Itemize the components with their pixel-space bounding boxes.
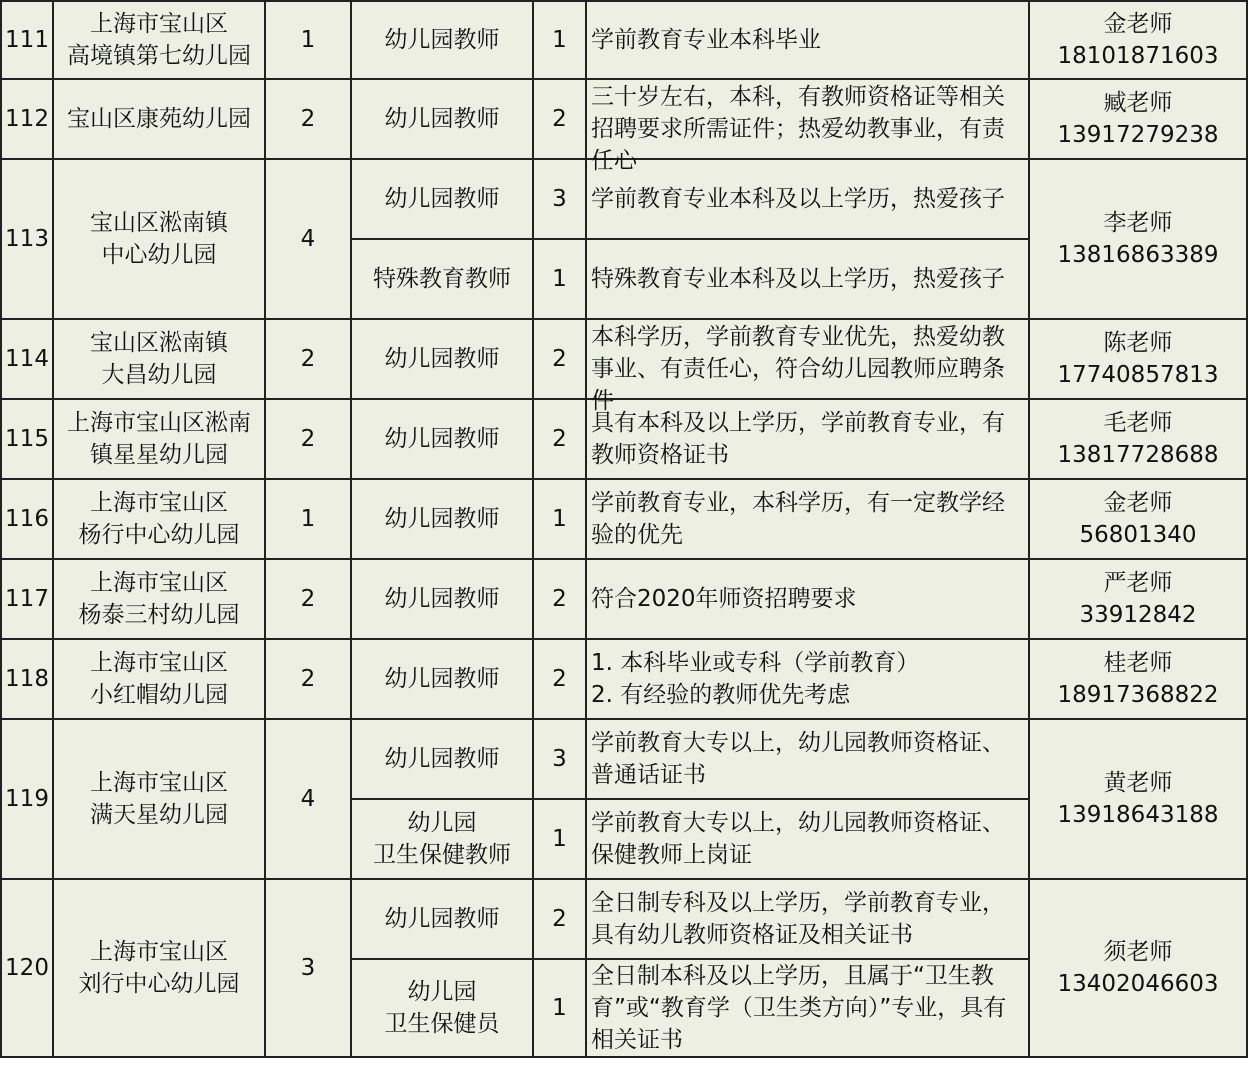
position-count xyxy=(533,959,586,1057)
position-count-text: 2 xyxy=(552,666,567,692)
position-count xyxy=(533,319,586,399)
row-number xyxy=(1,159,53,319)
contact-phone: 13816863389 xyxy=(1057,242,1219,268)
contact xyxy=(1029,79,1247,159)
position-count-text: 1 xyxy=(552,826,567,852)
row-number xyxy=(1,719,53,879)
table-row xyxy=(1,399,1247,479)
contact-phone: 18917368822 xyxy=(1057,682,1219,708)
row-number xyxy=(1,879,53,1057)
total-count xyxy=(265,559,351,639)
total-count xyxy=(265,1,351,79)
total-count-text: 2 xyxy=(300,586,316,612)
contact-phone: 17740857813 xyxy=(1057,362,1219,388)
contact-phone: 56801340 xyxy=(1079,522,1197,548)
position-requirement xyxy=(586,319,1029,414)
position-title xyxy=(351,959,533,1057)
contact-name: 金老师 xyxy=(1103,11,1173,37)
table-body xyxy=(1,1,1247,1057)
row-number-text: 117 xyxy=(5,586,49,612)
contact xyxy=(1029,1,1247,79)
contact-phone: 13917279238 xyxy=(1057,122,1219,148)
position-title xyxy=(351,479,533,559)
position-count xyxy=(533,159,586,239)
position-count-text: 2 xyxy=(552,586,567,612)
table-row xyxy=(1,719,1247,799)
position-title xyxy=(351,239,533,319)
table-row xyxy=(1,79,1247,159)
kindergarten-name xyxy=(53,1,265,79)
total-count-text: 2 xyxy=(300,426,316,452)
kindergarten-name-text: 上海市宝山区 高境镇第七幼儿园 xyxy=(67,11,251,69)
row-number xyxy=(1,79,53,159)
row-number xyxy=(1,479,53,559)
position-title-text: 特殊教育教师 xyxy=(373,266,511,292)
contact xyxy=(1029,479,1247,559)
position-title xyxy=(351,719,533,799)
position-title-text: 幼儿园教师 xyxy=(384,426,500,452)
position-requirement xyxy=(586,399,1029,479)
position-title xyxy=(351,639,533,719)
position-requirement-text: 符合2020年师资招聘要求 xyxy=(591,586,857,612)
position-count-text: 1 xyxy=(552,995,567,1021)
table-row xyxy=(1,639,1247,719)
total-count-text: 2 xyxy=(300,106,316,132)
position-count xyxy=(533,719,586,799)
kindergarten-name xyxy=(53,479,265,559)
row-number-text: 114 xyxy=(5,346,49,372)
position-requirement-text: 学前教育专业本科毕业 xyxy=(591,27,821,53)
position-title-text: 幼儿园教师 xyxy=(384,506,500,532)
kindergarten-name-text: 宝山区淞南镇 中心幼儿园 xyxy=(90,210,228,268)
kindergarten-name-text: 上海市宝山区 小红帽幼儿园 xyxy=(90,650,228,708)
table-row xyxy=(1,559,1247,639)
position-title xyxy=(351,79,533,159)
contact-name: 李老师 xyxy=(1103,210,1173,236)
position-title xyxy=(351,799,533,879)
row-number xyxy=(1,319,53,399)
table-row xyxy=(1,1,1247,79)
position-count xyxy=(533,479,586,559)
position-title-text: 幼儿园教师 xyxy=(384,27,500,53)
total-count-text: 3 xyxy=(300,955,316,981)
total-count xyxy=(265,159,351,319)
position-requirement xyxy=(586,1,1029,79)
kindergarten-name-text: 宝山区康苑幼儿园 xyxy=(67,106,251,132)
position-title xyxy=(351,559,533,639)
position-count xyxy=(533,879,586,959)
position-requirement-text: 三十岁左右，本科，有教师资格证等相关招聘要求所需证件；热爱幼教事业，有责任心 xyxy=(591,84,1005,174)
contact-name: 金老师 xyxy=(1103,490,1173,516)
position-count-text: 2 xyxy=(552,426,567,452)
position-title xyxy=(351,879,533,959)
position-requirement xyxy=(586,959,1029,1057)
row-number xyxy=(1,559,53,639)
contact-phone: 18101871603 xyxy=(1057,43,1219,69)
position-title-text: 幼儿园教师 xyxy=(384,906,500,932)
contact xyxy=(1029,399,1247,479)
position-requirement-text: 学前教育专业本科及以上学历，热爱孩子 xyxy=(591,186,1005,212)
kindergarten-name-text: 上海市宝山区淞南 镇星星幼儿园 xyxy=(67,410,251,468)
position-count-text: 1 xyxy=(552,266,567,292)
kindergarten-name xyxy=(53,879,265,1057)
position-title xyxy=(351,1,533,79)
position-requirement-text: 特殊教育专业本科及以上学历，热爱孩子 xyxy=(591,266,1005,292)
contact-name: 桂老师 xyxy=(1103,650,1173,676)
total-count xyxy=(265,719,351,879)
kindergarten-name-text: 上海市宝山区 杨行中心幼儿园 xyxy=(78,490,240,548)
row-number-text: 119 xyxy=(5,786,49,812)
position-requirement xyxy=(586,559,1029,639)
contact xyxy=(1029,559,1247,639)
table-row xyxy=(1,319,1247,399)
position-requirement-text: 本科学历，学前教育专业优先，热爱幼教事业、有责任心，符合幼儿园教师应聘条件 xyxy=(591,324,1005,414)
position-requirement-text: 具有本科及以上学历，学前教育专业，有教师资格证书 xyxy=(591,410,1005,468)
position-count xyxy=(533,1,586,79)
position-requirement-text: 学前教育大专以上，幼儿园教师资格证、普通话证书 xyxy=(591,730,1005,788)
total-count xyxy=(265,879,351,1057)
position-requirement-text: 全日制本科及以上学历，且属于“卫生教育”或“教育学（卫生类方向）”专业，具有相关证书 xyxy=(591,963,1007,1053)
position-requirement-text: 1. 本科毕业或专科（学前教育） 2. 有经验的教师优先考虑 xyxy=(591,650,920,708)
total-count-text: 1 xyxy=(300,506,316,532)
position-requirement-text: 全日制专科及以上学历，学前教育专业，具有幼儿教师资格证及相关证书 xyxy=(591,890,1005,948)
total-count xyxy=(265,479,351,559)
position-count xyxy=(533,799,586,879)
total-count-text: 4 xyxy=(300,226,316,252)
position-count xyxy=(533,399,586,479)
contact-name: 陈老师 xyxy=(1103,330,1173,356)
kindergarten-name xyxy=(53,559,265,639)
position-requirement xyxy=(586,159,1029,239)
kindergarten-name xyxy=(53,399,265,479)
position-title-text: 幼儿园教师 xyxy=(384,106,500,132)
position-requirement xyxy=(586,799,1029,879)
position-title xyxy=(351,399,533,479)
position-count-text: 1 xyxy=(552,27,567,53)
row-number-text: 113 xyxy=(5,226,49,252)
position-title-text: 幼儿园教师 xyxy=(384,746,500,772)
row-number-text: 118 xyxy=(5,666,49,692)
contact xyxy=(1029,719,1247,879)
position-count-text: 2 xyxy=(552,346,567,372)
total-count-text: 4 xyxy=(300,786,316,812)
position-requirement xyxy=(586,879,1029,959)
kindergarten-name-text: 上海市宝山区 满天星幼儿园 xyxy=(90,770,228,828)
row-number-text: 112 xyxy=(5,106,49,132)
row-number xyxy=(1,399,53,479)
contact xyxy=(1029,639,1247,719)
total-count-text: 2 xyxy=(300,346,316,372)
position-requirement xyxy=(586,79,1029,174)
row-number-text: 111 xyxy=(5,27,49,53)
position-count xyxy=(533,79,586,159)
row-number-text: 115 xyxy=(5,426,49,452)
position-count-text: 1 xyxy=(552,506,567,532)
position-requirement xyxy=(586,639,1029,719)
contact-name: 臧老师 xyxy=(1103,90,1173,116)
row-number xyxy=(1,1,53,79)
position-title xyxy=(351,159,533,239)
total-count xyxy=(265,639,351,719)
position-title-text: 幼儿园教师 xyxy=(384,186,500,212)
kindergarten-name xyxy=(53,319,265,399)
table-row xyxy=(1,879,1247,959)
position-requirement xyxy=(586,479,1029,559)
position-title-text: 幼儿园教师 xyxy=(384,346,500,372)
position-count xyxy=(533,239,586,319)
position-requirement-text: 学前教育大专以上，幼儿园教师资格证、保健教师上岗证 xyxy=(591,810,1005,868)
position-requirement-text: 学前教育专业，本科学历，有一定教学经验的优先 xyxy=(591,490,1005,548)
position-count xyxy=(533,559,586,639)
total-count xyxy=(265,399,351,479)
kindergarten-name xyxy=(53,719,265,879)
contact-name: 黄老师 xyxy=(1103,770,1173,796)
kindergarten-name xyxy=(53,639,265,719)
total-count xyxy=(265,79,351,159)
position-title-text: 幼儿园 卫生保健教师 xyxy=(373,810,511,868)
position-title xyxy=(351,319,533,399)
contact-phone: 13402046603 xyxy=(1057,971,1219,997)
position-requirement xyxy=(586,239,1029,319)
contact-name: 须老师 xyxy=(1103,939,1173,965)
position-title-text: 幼儿园教师 xyxy=(384,666,500,692)
contact xyxy=(1029,159,1247,319)
total-count-text: 2 xyxy=(300,666,316,692)
contact-name: 毛老师 xyxy=(1103,410,1173,436)
contact-phone: 33912842 xyxy=(1079,602,1197,628)
position-requirement xyxy=(586,719,1029,799)
total-count-text: 1 xyxy=(300,27,316,53)
position-count-text: 3 xyxy=(552,186,567,212)
row-number-text: 116 xyxy=(5,506,49,532)
position-count xyxy=(533,639,586,719)
position-title-text: 幼儿园 卫生保健员 xyxy=(384,979,500,1037)
kindergarten-name-text: 宝山区淞南镇 大昌幼儿园 xyxy=(90,330,228,388)
contact xyxy=(1029,879,1247,1057)
kindergarten-name-text: 上海市宝山区 刘行中心幼儿园 xyxy=(78,939,240,997)
contact-phone: 13817728688 xyxy=(1057,442,1219,468)
position-count-text: 3 xyxy=(552,746,567,772)
contact xyxy=(1029,319,1247,399)
contact-phone: 13918643188 xyxy=(1057,802,1219,828)
position-count-text: 2 xyxy=(552,106,567,132)
contact-name: 严老师 xyxy=(1103,570,1173,596)
table-row xyxy=(1,479,1247,559)
position-count-text: 2 xyxy=(552,906,567,932)
total-count xyxy=(265,319,351,399)
row-number xyxy=(1,639,53,719)
kindergarten-name-text: 上海市宝山区 杨泰三村幼儿园 xyxy=(78,570,240,628)
position-title-text: 幼儿园教师 xyxy=(384,586,500,612)
kindergarten-name xyxy=(53,159,265,319)
row-number-text: 120 xyxy=(5,955,49,981)
kindergarten-name xyxy=(53,79,265,159)
